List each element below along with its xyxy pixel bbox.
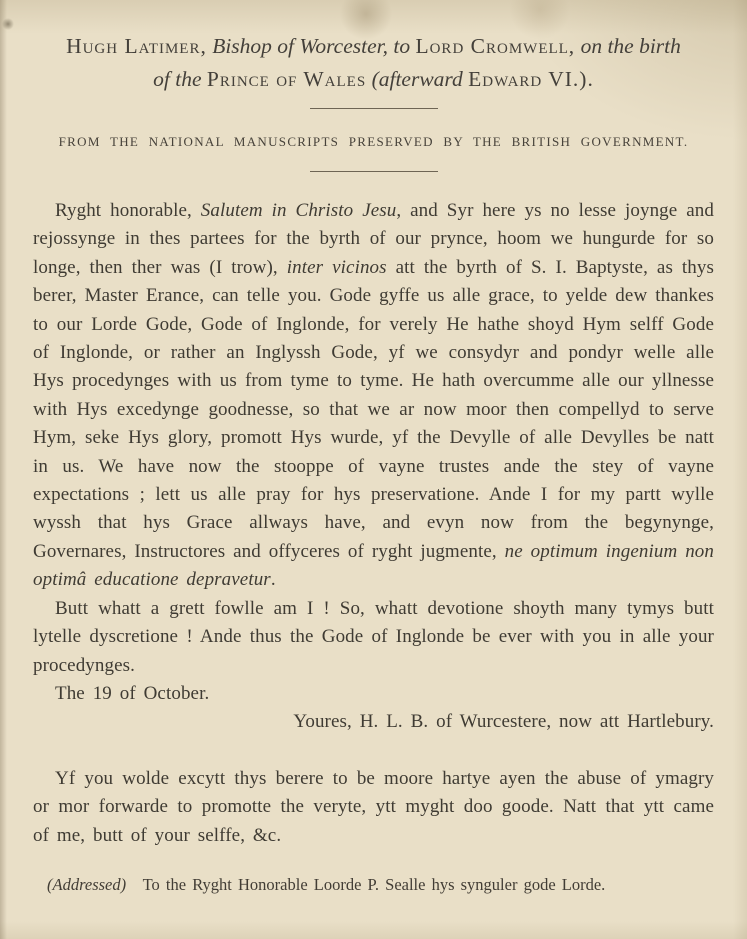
letter-signature: Youres, H. L. B. of Wurcestere, now att Hartlebury. [293,711,714,733]
letter-paragraph-2: Butt whatt a grett fowlle am I ! So, whatt devotione shoyth many tymys butt lytelle dyscretione ! Ande thus the Gode of Inglonde be ever with you in alle your procedynges. [33,597,714,676]
text-segment: Edward VI.). [468,67,594,91]
source-caption: FROM THE NATIONAL MANUSCRIPTS PRESERVED BY THE BRITISH GOVERNMENT. [58,134,689,149]
text-segment: (Addressed) [47,874,127,894]
text-segment: Bishop of Worcester, [212,34,388,58]
text-segment: inter vicinos [286,256,387,278]
letter-paragraph-1 [33,197,714,595]
text-segment: to [393,34,411,58]
text-segment: on the birth [580,34,681,58]
heading-line-2 [33,63,714,96]
text-segment: att the byrth of S. I. Baptyste, as thys berer, Master Erance, can telle you. Gode gyffe us alle grace, to yelde dew thankes to our Lorde Gode, Gode of Inglonde, for verely He hathe shoyd Hym selff Gode of Inglonde, or rather an Inglyssh Gode, yf we consydyr and pondyr welle alle Hys procedynges with us from tyme to tyme. He hath overcumme alle our yllnesse with Hys excedynge goodnesse, so that we ar now moor then compellyd to serve Hym, seke Hys glory, promott Hys wurde, yf the Devylle of alle Devylles be natt in us. We have now the stooppe of vayne trustes ande the stey of vayne expectations ; lett us alle pray for hys preservatione. Ande I for my partt wylle wyssh that hys Grace allways have, and evyn now from the begynynge, Governares, Instructores and offyceres of ryght jugmente, [33,256,714,562]
text-segment: Ryght honorable, [55,200,201,221]
letter-heading [33,30,714,96]
text-segment: ne optimum ingenium non optimâ educatione depravetur [33,540,714,591]
text-segment: Lord Cromwell, [415,34,576,58]
text-segment: of the [153,67,202,91]
letter-dateline: The 19 of October. [55,682,210,704]
text-segment: Prince of Wales [206,67,367,91]
letter-postscript: Yf you wolde excytt thys berere to be moore hartye ayen the abuse of ymagry or mor forwarde to promotte the veryte, ytt myght doo goode. Natt that ytt came of me, butt of your selffe, &c. [33,767,714,846]
text-segment: (afterward [371,67,463,91]
text-segment: . [270,569,276,591]
text-segment: , and Syr here ys no lesse joynge and rejossynge in thes partees for the byrth of our prynce, hoom we hungurde for so longe, then ther was (I trow), [33,200,714,278]
divider-rule-top [310,108,438,109]
text-segment: To the Ryght Honorable Loorde P. Sealle hys synguler gode Lorde. [126,874,606,894]
divider-rule-bottom [310,171,438,172]
heading-line-1 [33,30,714,63]
text-segment: Hugh Latimer, [66,34,207,58]
letter-body [33,197,714,896]
letter-addressed [33,874,714,896]
text-segment: Salutem in Christo Jesu [200,200,397,221]
